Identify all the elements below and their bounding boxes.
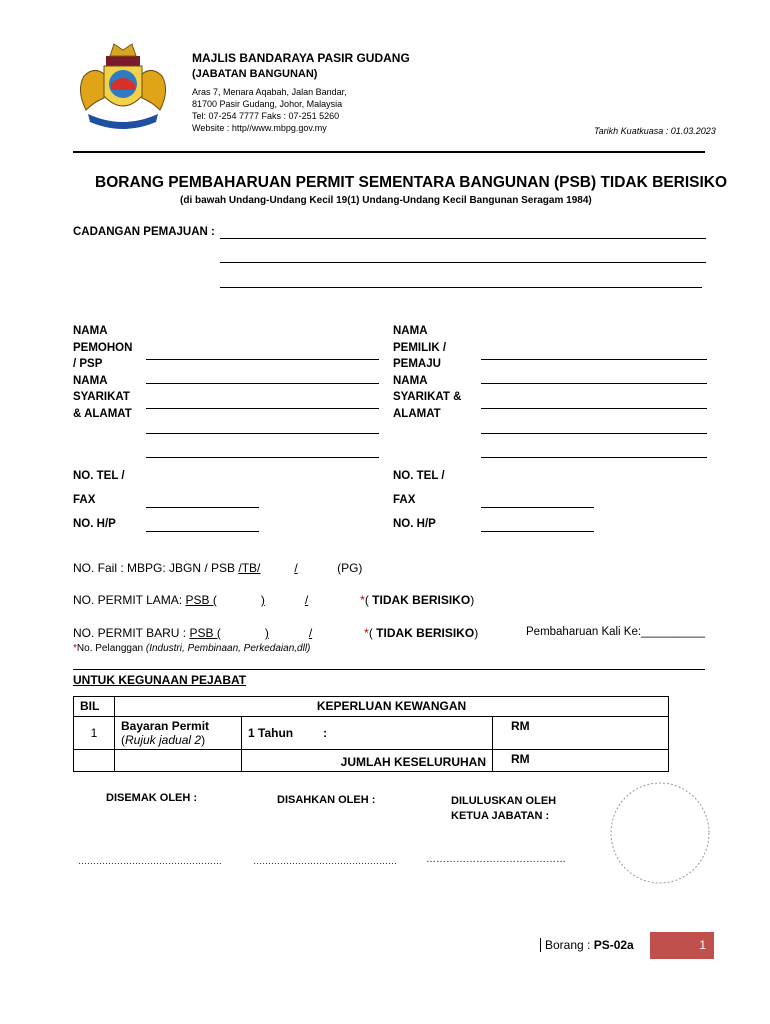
page-number-badge	[650, 932, 714, 959]
owner-hp-label: NO. H/P	[393, 518, 436, 530]
footer-form-code: Borang : PS-02a	[540, 938, 634, 952]
owner-line-5[interactable]	[481, 457, 707, 458]
org-name: MAJLIS BANDARAYA PASIR GUDANG	[192, 51, 410, 65]
owner-line-4[interactable]	[481, 433, 707, 434]
owner-line-1[interactable]	[481, 359, 707, 360]
file-number: NO. Fail : MBPG: JBGN / PSB /TB/ / (PG)	[73, 561, 363, 575]
tahun-cell: 1 Tahun :	[242, 717, 493, 750]
applicant-hp-input[interactable]	[146, 531, 259, 532]
file-number-tb[interactable]: /TB/ /	[238, 561, 298, 575]
office-use-heading: UNTUK KEGUNAAN PEJABAT	[73, 673, 247, 687]
applicant-tel-label: NO. TEL /	[73, 470, 125, 482]
applicant-label: NAMA PEMOHON / PSP NAMA SYARIKAT & ALAMAT	[73, 325, 133, 420]
col-bil: BIL	[74, 697, 115, 717]
department: (JABATAN BANGUNAN)	[192, 68, 318, 80]
applicant-line-2[interactable]	[146, 383, 379, 384]
council-crest-logo	[70, 40, 176, 132]
tel-fax: Tel: 07-254 7777 Faks : 07-251 5260	[192, 111, 340, 121]
new-permit: NO. PERMIT BARU : PSB ( ) / *( TIDAK BERISIKO)	[73, 626, 479, 640]
stamp-circle	[609, 781, 711, 885]
customer-note: *No. Pelanggan (Industri, Pembinaan, Perkedaian,dll)	[73, 643, 311, 654]
address-line-2: 81700 Pasir Gudang, Johor, Malaysia	[192, 99, 343, 109]
applicant-fax-input[interactable]	[146, 507, 259, 508]
checked-by-signature[interactable]: …………………………………………	[78, 856, 222, 866]
col-keperluan: KEPERLUAN KEWANGAN	[115, 697, 669, 717]
owner-line-3[interactable]	[481, 408, 707, 409]
verified-by-signature[interactable]: …………………………………………	[253, 856, 397, 866]
owner-label: NAMA PEMILIK / PEMAJU NAMA SYARIKAT & ALAMAT	[393, 325, 462, 420]
header-divider	[73, 151, 705, 153]
row-number: 1	[74, 717, 115, 750]
bayaran-cell: Bayaran Permit (Rujuk jadual 2)	[115, 717, 242, 750]
cadangan-label: CADANGAN PEMAJUAN :	[73, 226, 215, 238]
page-number: 1	[699, 938, 706, 952]
rm-total-cell[interactable]: RM	[493, 750, 669, 772]
renewal-count[interactable]: Pembaharuan Kali Ke:__________	[526, 626, 706, 638]
website: Website : http//www.mbpg.gov.my	[192, 123, 327, 133]
owner-hp-input[interactable]	[481, 531, 594, 532]
rm-amount-cell[interactable]: RM	[493, 717, 669, 750]
address-line-1: Aras 7, Menara Aqabah, Jalan Bandar,	[192, 87, 347, 97]
applicant-line-5[interactable]	[146, 457, 379, 458]
owner-tel-label: NO. TEL /	[393, 470, 445, 482]
office-divider	[73, 669, 705, 670]
approved-by-label: DILULUSKAN OLEH KETUA JABATAN :	[451, 795, 557, 822]
effective-date: Tarikh Kuatkuasa : 01.03.2023	[594, 126, 716, 136]
applicant-line-4[interactable]	[146, 433, 379, 434]
approved-by-signature[interactable]: ……………………………………	[426, 854, 566, 865]
applicant-fax-label: FAX	[73, 494, 96, 506]
owner-fax-label: FAX	[393, 494, 416, 506]
finance-table	[73, 696, 669, 772]
applicant-hp-label: NO. H/P	[73, 518, 116, 530]
owner-line-2[interactable]	[481, 383, 707, 384]
old-permit: NO. PERMIT LAMA: PSB ( ) / *( TIDAK BERISIKO)	[73, 593, 475, 607]
checked-by-label: DISEMAK OLEH :	[106, 792, 198, 804]
total-label: JUMLAH KESELURUHAN	[242, 750, 493, 772]
cadangan-input-line-3[interactable]	[220, 287, 702, 288]
applicant-line-1[interactable]	[146, 359, 379, 360]
cadangan-input-line-2[interactable]	[220, 262, 706, 263]
applicant-line-3[interactable]	[146, 408, 379, 409]
new-permit-input[interactable]: PSB ( ) /	[189, 626, 313, 640]
old-permit-input[interactable]: PSB ( ) /	[185, 593, 309, 607]
owner-fax-input[interactable]	[481, 507, 594, 508]
empty-cell-2	[115, 750, 242, 772]
form-subtitle: (di bawah Undang-Undang Kecil 19(1) Undang-Undang Kecil Bangunan Seragam 1984)	[180, 195, 592, 206]
empty-cell-1	[74, 750, 115, 772]
form-title: BORANG PEMBAHARUAN PERMIT SEMENTARA BANGUNAN (PSB) TIDAK BERISIKO	[95, 174, 728, 191]
verified-by-label: DISAHKAN OLEH :	[277, 794, 376, 806]
cadangan-input-line-1[interactable]	[220, 238, 706, 239]
